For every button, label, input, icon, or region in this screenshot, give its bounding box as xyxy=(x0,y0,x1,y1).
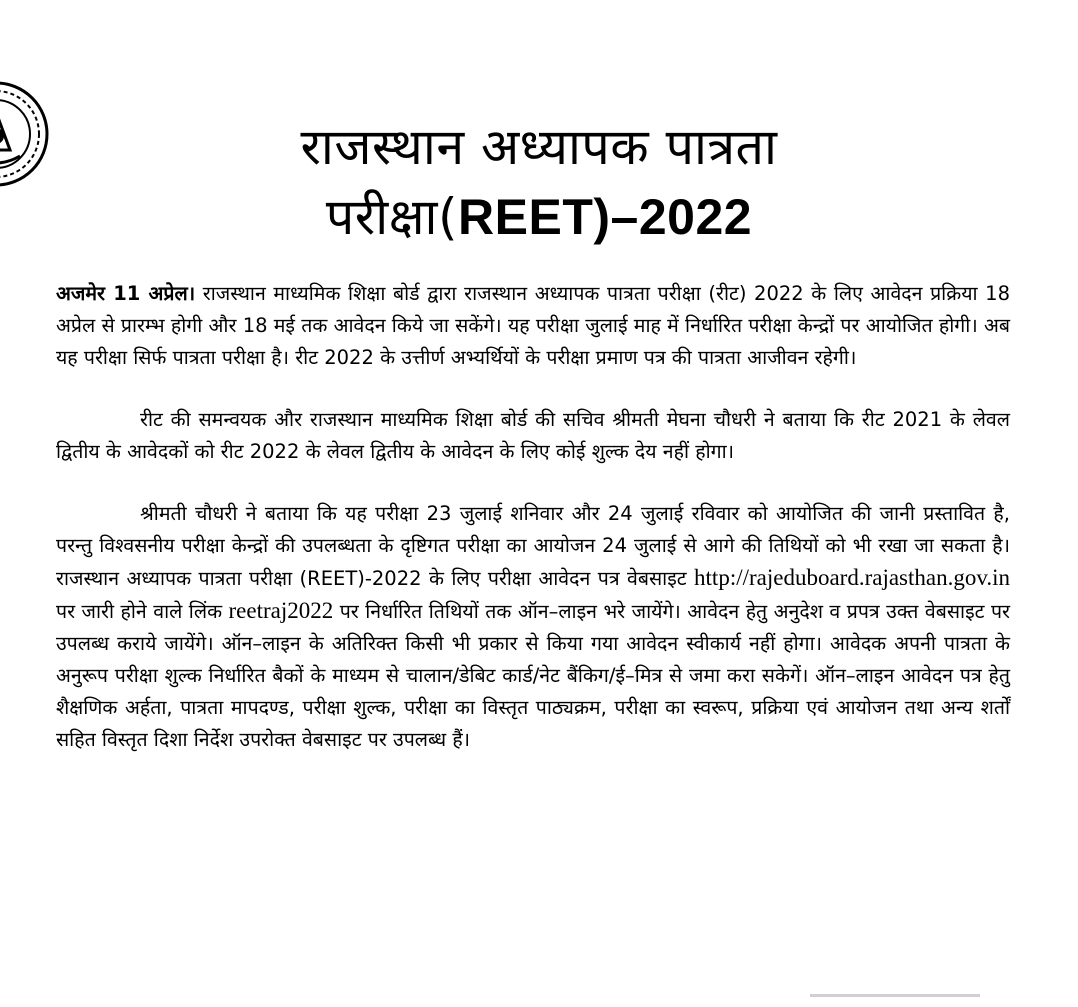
paragraph-1-text: राजस्थान माध्यमिक शिक्षा बोर्ड द्वारा राजस्थान अध्यापक पात्रता परीक्षा (रीट) 2022 के लिए आवेदन प्रक्रिया 18 अप्रेल से प्रारम्भ होगी और 18 मई तक आवेदन किये जा सकेंगे। यह परीक्षा जुलाई माह में निर्धारित परीक्षा केन्द्रों पर आयोजित होगी। अब यह परीक्षा सिर्फ पात्रता परीक्षा है। रीट 2022 के उत्तीर्ण अभ्यर्थियों के परीक्षा प्रमाण पत्र की पात्रता आजीवन रहेगी। xyxy=(56,282,1010,369)
notice-body xyxy=(56,278,1010,786)
place-date: अजमेर 11 अप्रेल। xyxy=(56,282,196,305)
paragraph-1 xyxy=(56,278,1010,374)
paragraph-3-part-2: पर जारी होने वाले लिंक xyxy=(56,600,229,623)
title-line-1: राजस्थान अध्यापक पात्रता xyxy=(300,118,778,176)
page-title xyxy=(0,112,1078,252)
title-suffix: )–2022 xyxy=(593,189,753,245)
link-name: reetraj2022 xyxy=(228,598,334,623)
scan-artifact xyxy=(810,994,980,997)
paragraph-3-part-1: श्रीमती चौधरी ने बताया कि यह परीक्षा 23 जुलाई शनिवार और 24 जुलाई रविवार को आयोजित की जानी प्रस्तावित है, परन्तु विश्वसनीय परीक्षा केन्द्रों की उपलब्धता के दृष्टिगत परीक्षा का आयोजन 24 जुलाई से आगे की तिथियों को भी रखा जा सकता है। राजस्थान अध्यापक पात्रता परीक्षा (REET)-2022 के लिए परीक्षा आवेदन पत्र वेबसाइट xyxy=(56,502,1010,590)
paragraph-2: रीट की समन्वयक और राजस्थान माध्यमिक शिक्षा बोर्ड की सचिव श्रीमती मेघना चौधरी ने बताया कि रीट 2021 के लेवल द्वितीय के आवेदकों को रीट 2022 के लेवल द्वितीय के आवेदन के लिए कोई शुल्क देय नहीं होगा। xyxy=(56,408,1010,463)
paragraph-3-part-3: पर निर्धारित तिथियों तक ऑन–लाइन भरे जायेंगे। आवेदन हेतु अनुदेश व प्रपत्र उक्त वेबसाइट पर उपलब्ध कराये जायेंगे। ऑन–लाइन के अतिरिक्त किसी भी प्रकार से किया गया आवेदन स्वीकार्य नहीं होगा। आवेदक अपनी पात्रता के अनुरूप परीक्षा शुल्क निर्धारित बैकों के माध्यम से चालान/डेबिट कार्ड/नेट बैंकिग/ई–मित्र से जमा करा सकेगें। ऑन–लाइन आवेदन पत्र हेतु शैक्षणिक अर्हता, पात्रता मापदण्ड, परीक्षा शुल्क, परीक्षा का विस्तृत पाठ्यक्रम, परीक्षा का स्वरूप, प्रक्रिया एवं आयोजन तथा अन्य शर्तों सहित विस्तृत दिशा निर्देश उपरोक्त वेबसाइट पर उपलब्ध हैं। xyxy=(56,600,1010,751)
title-prefix: परीक्षा( xyxy=(325,188,459,246)
title-line-2 xyxy=(0,182,1078,252)
title-code: REET xyxy=(458,189,594,245)
website-url: http://rajeduboard.rajasthan.gov.in xyxy=(694,565,1010,590)
paragraph-3 xyxy=(56,498,1010,756)
